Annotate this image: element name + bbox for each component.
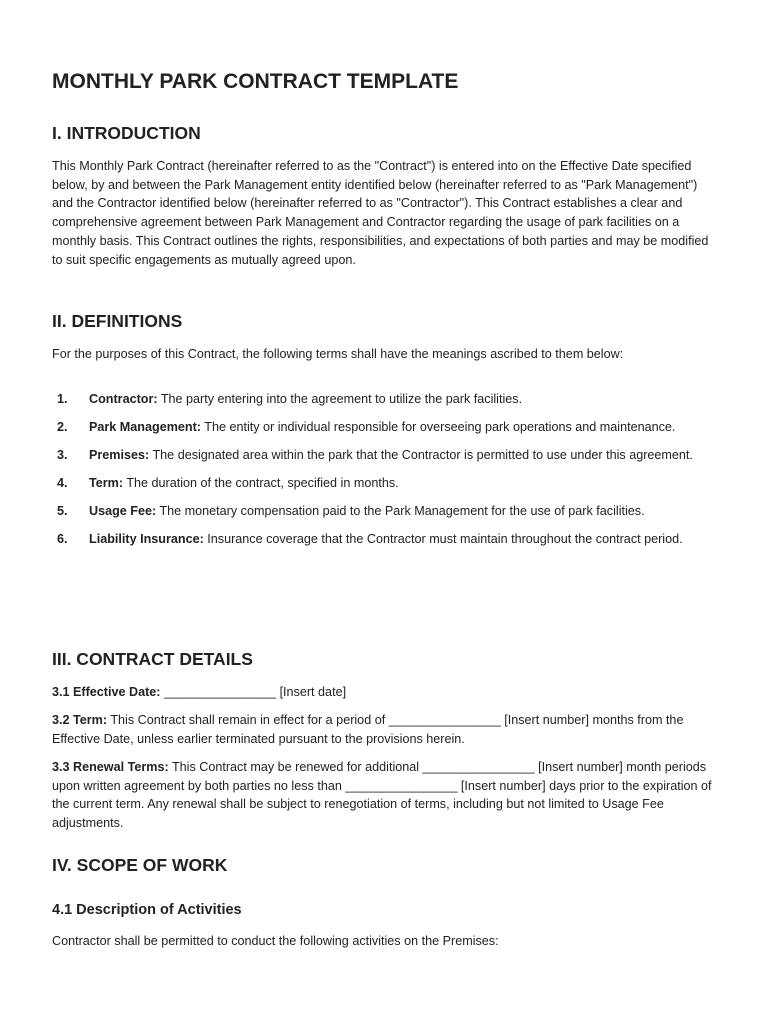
definition-text: The party entering into the agreement to utilize the park facilities.	[157, 392, 523, 406]
document-title: MONTHLY PARK CONTRACT TEMPLATE	[52, 70, 459, 93]
definition-text: The designated area within the park that the Contractor is permitted to use under this agreement.	[149, 448, 693, 462]
clause-text: This Contract shall remain in effect for a period of ________________ [Insert number] months from the Effective Date, unless earlier terminated pursuant to the provisions herein.	[52, 713, 684, 746]
definition-term: Park Management:	[89, 420, 201, 434]
clause-text: This Contract may be renewed for additional ________________ [Insert number] month periods upon written agreement by both parties no less than ________________ [Insert number] days prior to the expiration of the current term. Any renewal shall be subject to renegotiation of terms, including but not limited to Usage Fee adjustments.	[52, 760, 712, 831]
list-number: 1.	[57, 392, 68, 406]
list-number: 2.	[57, 420, 68, 434]
clause-label: 3.3 Renewal Terms:	[52, 760, 169, 774]
definition-text: The duration of the contract, specified in months.	[123, 476, 399, 490]
term-clause	[52, 711, 718, 748]
clause-label: 3.1 Effective Date:	[52, 685, 161, 699]
effective-date-clause	[52, 683, 718, 702]
definition-term: Premises:	[89, 448, 150, 462]
definition-term: Usage Fee:	[89, 504, 157, 518]
introduction-paragraph: This Monthly Park Contract (hereinafter referred to as the "Contract") is entered into on the Effective Date specified below, by and between the Park Management entity identified below (hereinafter referred to as "Park Management") and the Contractor identified below (hereinafter referred to as "Contractor"). This Contract establishes a clear and comprehensive agreement between Park Management and Contractor regarding the usage of park facilities on a monthly basis. This Contract outlines the rights, responsibilities, and expectations of both parties and may be modified to suit specific engagements as mutually agreed upon.	[52, 159, 709, 267]
list-number: 4.	[57, 476, 68, 490]
clause-text: ________________ [Insert date]	[160, 685, 347, 699]
scope-paragraph: Contractor shall be permitted to conduct the following activities on the Premises:	[52, 934, 499, 948]
list-number: 5.	[57, 504, 68, 518]
list-item	[52, 530, 718, 549]
list-item	[52, 446, 718, 465]
clause-label: 3.2 Term:	[52, 713, 108, 727]
section-heading-contract-details: III. CONTRACT DETAILS	[52, 649, 253, 669]
definition-term: Contractor:	[89, 392, 158, 406]
definitions-list	[52, 390, 718, 558]
subsection-heading-description-of-activities: 4.1 Description of Activities	[52, 902, 242, 918]
definitions-lead: For the purposes of this Contract, the following terms shall have the meanings ascribed to them below:	[52, 347, 624, 361]
list-item	[52, 502, 718, 521]
section-heading-definitions: II. DEFINITIONS	[52, 311, 183, 331]
section-heading-scope-of-work: IV. SCOPE OF WORK	[52, 855, 228, 875]
list-item	[52, 474, 718, 493]
list-number: 3.	[57, 448, 68, 462]
definition-text: The entity or individual responsible for overseeing park operations and maintenance.	[200, 420, 676, 434]
renewal-terms-clause	[52, 758, 718, 833]
definition-term: Liability Insurance:	[89, 532, 204, 546]
definition-text: Insurance coverage that the Contractor must maintain throughout the contract period.	[203, 532, 683, 546]
definition-term: Term:	[89, 476, 124, 490]
list-number: 6.	[57, 532, 68, 546]
definition-text: The monetary compensation paid to the Park Management for the use of park facilities.	[156, 504, 645, 518]
list-item	[52, 390, 718, 409]
list-item	[52, 418, 718, 437]
section-heading-introduction: I. INTRODUCTION	[52, 123, 201, 143]
